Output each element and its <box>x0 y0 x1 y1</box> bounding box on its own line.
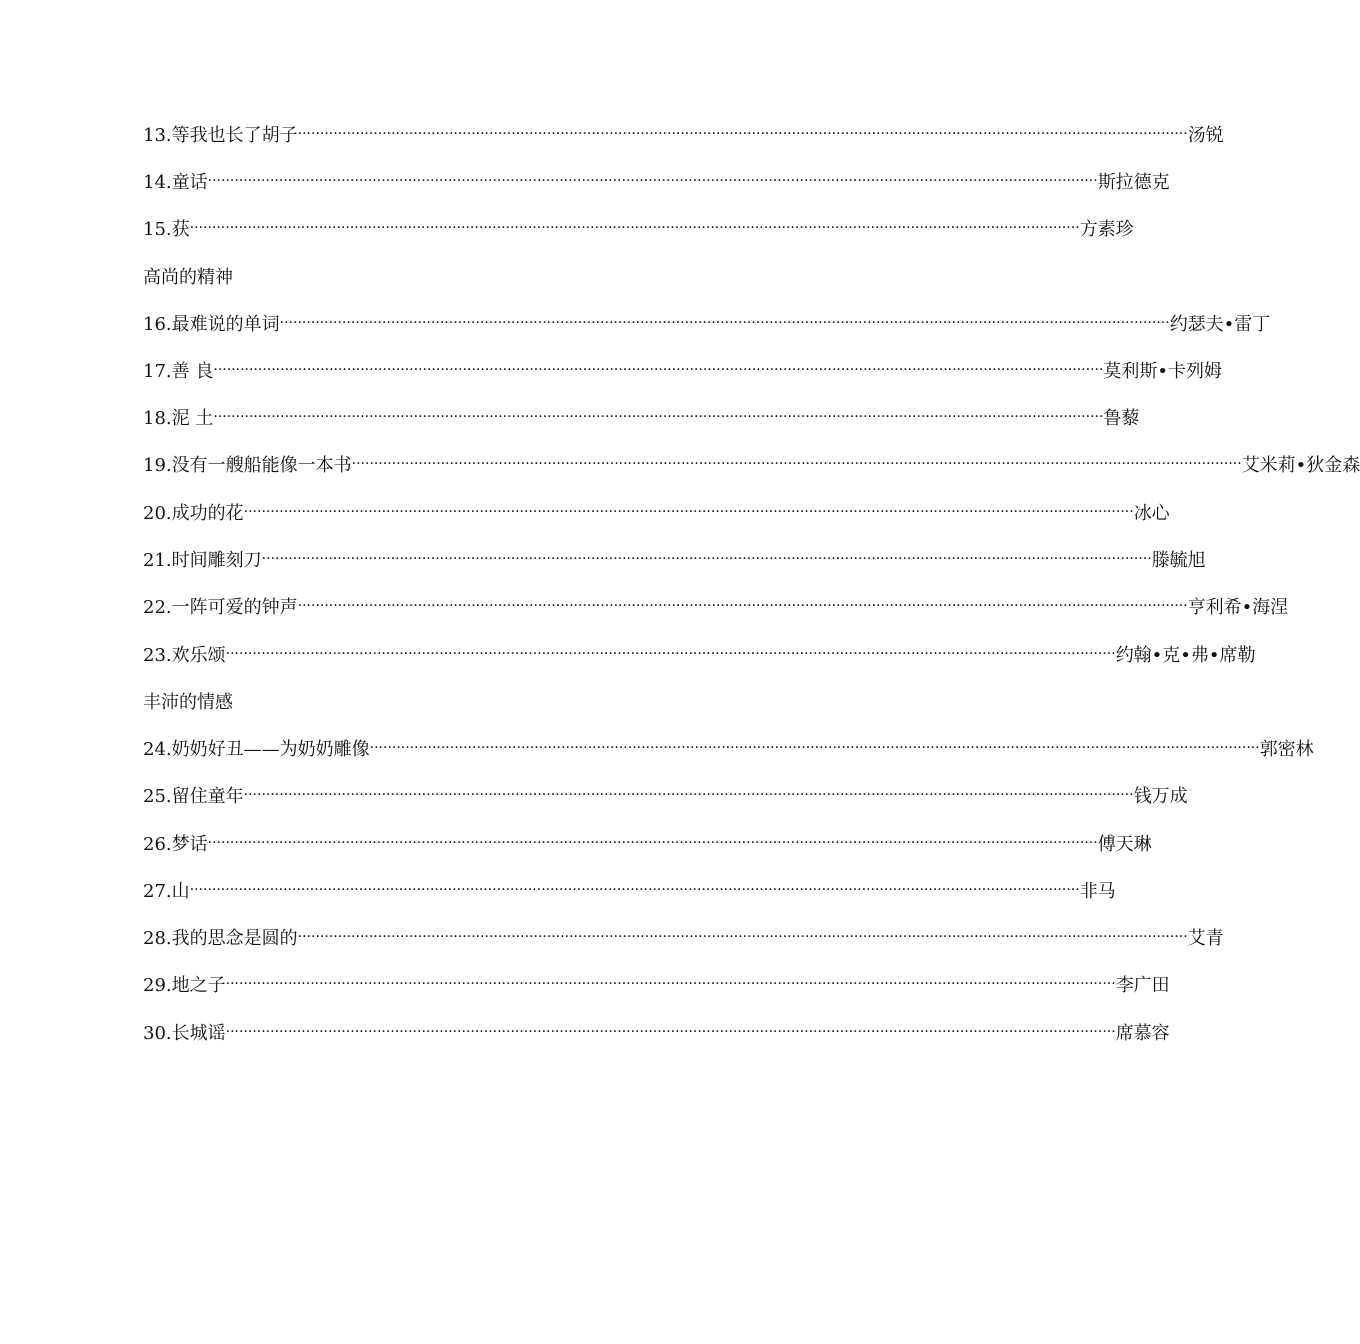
entry-title: 没有一艘船能像一本书 <box>171 455 352 476</box>
leader-dots: ········································································································································································································ <box>207 835 1098 851</box>
toc-entry <box>143 121 1224 151</box>
entry-author: 钱万成 <box>1133 786 1188 807</box>
entry-number: 29. <box>143 975 172 996</box>
leader-dots: ········································································································································································································ <box>225 976 1116 992</box>
toc-entry <box>143 310 1271 340</box>
entry-title: 梦话 <box>171 834 208 855</box>
leader-dots: ········································································································································································································ <box>297 126 1188 142</box>
leader-dots: ········································································································································································································ <box>243 787 1134 803</box>
entry-author: 方素珍 <box>1079 219 1134 240</box>
toc-entry <box>143 877 1116 907</box>
entry-author: 席慕容 <box>1115 1023 1170 1044</box>
section-heading: 高尚的精神 <box>143 267 233 288</box>
entry-author: 汤锐 <box>1187 125 1224 146</box>
entry-author: 斯拉德克 <box>1097 172 1170 193</box>
entry-title: 善 良 <box>171 361 214 382</box>
leader-dots: ········································································································································································································ <box>369 740 1260 756</box>
entry-title: 时间雕刻刀 <box>171 550 262 571</box>
entry-number: 15. <box>143 219 172 240</box>
toc-entry <box>143 735 1314 765</box>
leader-dots: ········································································································································································································ <box>189 882 1080 898</box>
entry-number: 28. <box>143 928 172 949</box>
entry-title: 留住童年 <box>171 786 244 807</box>
toc-entry <box>143 782 1188 812</box>
entry-number: 21. <box>143 550 172 571</box>
leader-dots: ········································································································································································································ <box>189 220 1080 236</box>
entry-title: 奶奶好丑——为奶奶雕像 <box>171 739 370 760</box>
leader-dots: ········································································································································································································ <box>279 315 1170 331</box>
entry-author: 约瑟夫•雷丁 <box>1169 314 1271 335</box>
entry-number: 18. <box>143 408 172 429</box>
entry-number: 23. <box>143 645 172 666</box>
entry-author: 亨利希•海涅 <box>1187 597 1289 618</box>
entry-number: 26. <box>143 834 172 855</box>
leader-dots: ········································································································································································································ <box>207 173 1098 189</box>
toc-entry <box>143 546 1206 576</box>
entry-number: 25. <box>143 786 172 807</box>
leader-dots: ········································································································································································································ <box>297 598 1188 614</box>
toc-entry <box>143 499 1170 529</box>
entry-number: 24. <box>143 739 172 760</box>
toc-entry <box>143 215 1134 245</box>
leader-dots: ········································································································································································································ <box>225 1024 1116 1040</box>
toc-entry <box>143 593 1289 623</box>
toc-entry <box>143 830 1152 860</box>
entry-author: 郭密林 <box>1259 739 1314 760</box>
entry-title: 泥 土 <box>171 408 214 429</box>
entry-title: 地之子 <box>171 975 226 996</box>
leader-dots: ········································································································································································································ <box>297 929 1188 945</box>
entry-title: 获 <box>171 219 190 240</box>
entry-author: 莫利斯•卡列姆 <box>1103 361 1223 382</box>
section-heading: 丰沛的情感 <box>143 692 233 713</box>
entry-number: 19. <box>143 455 172 476</box>
entry-author: 约翰•克•弗•席勒 <box>1115 645 1256 666</box>
entry-title: 欢乐颂 <box>171 645 226 666</box>
entry-title: 成功的花 <box>171 503 244 524</box>
toc-entry <box>143 641 1256 671</box>
toc-entry <box>143 924 1224 954</box>
leader-dots: ········································································································································································································ <box>213 362 1104 378</box>
entry-author: 傅天琳 <box>1097 834 1152 855</box>
entry-title: 童话 <box>171 172 208 193</box>
toc-entry <box>143 451 1360 481</box>
entry-number: 16. <box>143 314 172 335</box>
leader-dots: ········································································································································································································ <box>261 551 1152 567</box>
toc-entry <box>143 357 1223 387</box>
leader-dots: ········································································································································································································ <box>243 504 1134 520</box>
entry-number: 27. <box>143 881 172 902</box>
toc-entry <box>143 971 1170 1001</box>
entry-title: 最难说的单词 <box>171 314 280 335</box>
entry-author: 滕毓旭 <box>1151 550 1206 571</box>
entry-number: 14. <box>143 172 172 193</box>
entry-author: 艾米莉•狄金森 <box>1241 455 1360 476</box>
toc-entry <box>143 168 1170 198</box>
leader-dots: ········································································································································································································ <box>225 646 1116 662</box>
entry-title: 等我也长了胡子 <box>171 125 298 146</box>
entry-number: 13. <box>143 125 172 146</box>
entry-author: 非马 <box>1079 881 1116 902</box>
leader-dots: ········································································································································································································ <box>213 409 1104 425</box>
entry-number: 30. <box>143 1023 172 1044</box>
toc-entry <box>143 404 1140 434</box>
entry-author: 冰心 <box>1133 503 1170 524</box>
entry-author: 艾青 <box>1187 928 1224 949</box>
entry-title: 我的思念是圆的 <box>171 928 298 949</box>
toc-entry <box>143 1019 1170 1049</box>
entry-title: 长城谣 <box>171 1023 226 1044</box>
entry-title: 山 <box>171 881 190 902</box>
leader-dots: ········································································································································································································ <box>351 456 1242 472</box>
entry-number: 22. <box>143 597 172 618</box>
entry-author: 鲁藜 <box>1103 408 1140 429</box>
entry-author: 李广田 <box>1115 975 1170 996</box>
entry-title: 一阵可爱的钟声 <box>171 597 298 618</box>
entry-number: 17. <box>143 361 172 382</box>
entry-number: 20. <box>143 503 172 524</box>
